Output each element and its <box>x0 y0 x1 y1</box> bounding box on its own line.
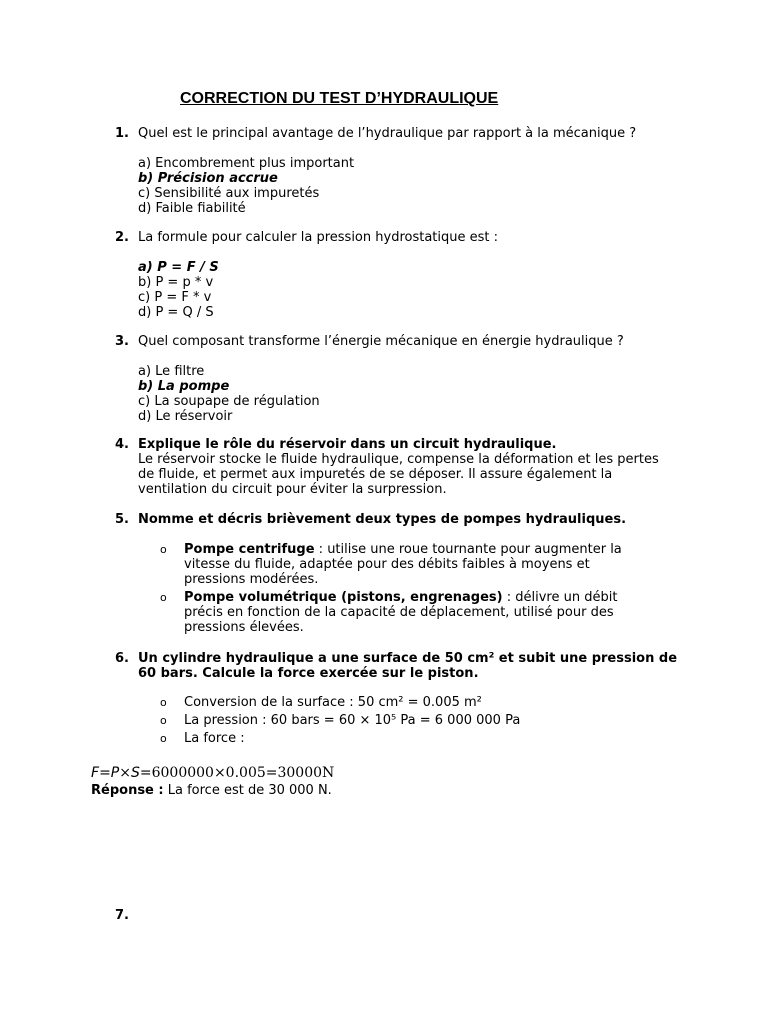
option-b: b) P = p * v <box>138 275 214 290</box>
list-item <box>160 713 678 728</box>
bullet-marker: o <box>160 696 167 709</box>
question-5 <box>115 512 675 638</box>
pump-type-term: Pompe centrifuge <box>184 542 315 557</box>
answer-value: La force est de 30 000 N. <box>163 783 332 798</box>
option-d: d) Le réservoir <box>138 409 233 424</box>
option-b-correct: b) La pompe <box>138 379 230 394</box>
list-item <box>160 590 655 635</box>
answer-bullet-list <box>160 542 655 635</box>
step-text: Conversion de la surface : 50 cm² = 0.005 m² <box>184 695 482 710</box>
question-number: 6. <box>115 651 129 666</box>
question-1 <box>115 126 675 216</box>
pump-type-description: : délivre un débit précis en fonction de la capacité de déplacement, utilisé pour des pressions élevées. <box>184 590 618 635</box>
question-number: 5. <box>115 512 129 527</box>
formula-variable-p: P <box>110 765 120 781</box>
question-number: 2. <box>115 230 129 245</box>
bullet-marker: o <box>160 591 167 604</box>
formula-variable-s: S <box>130 765 140 781</box>
bullet-marker: o <box>160 714 167 727</box>
option-a: a) Encombrement plus important <box>138 156 355 171</box>
question-2 <box>115 230 675 320</box>
question-number: 3. <box>115 334 129 349</box>
question-text: Nomme et décris brièvement deux types de pompes hydrauliques. <box>138 512 627 527</box>
answer-label: Réponse : <box>91 783 164 798</box>
options-list <box>138 156 675 216</box>
answer-text: Le réservoir stocke le fluide hydraulique, compense la déformation et les pertes de fluide, et permet aux impuretés de se déposer. Il assure également la ventilation du circuit pour éviter la surpression. <box>138 452 659 497</box>
option-b-correct: b) Précision accrue <box>138 171 278 186</box>
bullet-marker: o <box>160 732 167 745</box>
list-item <box>160 695 678 710</box>
option-d: d) P = Q / S <box>138 305 214 320</box>
step-text: La force : <box>184 731 245 746</box>
question-text: Quel composant transforme l’énergie mécanique en énergie hydraulique ? <box>138 334 624 349</box>
options-list <box>138 364 675 424</box>
list-item <box>160 542 655 587</box>
force-formula <box>91 765 334 782</box>
question-number: 1. <box>115 126 129 141</box>
calculation-steps <box>160 695 678 746</box>
page-title: CORRECTION DU TEST D’HYDRAULIQUE <box>180 90 499 107</box>
option-c: c) P = F * v <box>138 290 212 305</box>
option-d: d) Faible fiabilité <box>138 201 246 216</box>
bullet-marker: o <box>160 543 167 556</box>
option-a-correct: a) P = F / S <box>138 260 219 275</box>
question-text: La formule pour calculer la pression hydrostatique est : <box>138 230 499 245</box>
formula-result: =6000000×0.005=30000N <box>139 765 335 781</box>
option-a: a) Le filtre <box>138 364 205 379</box>
options-list <box>138 260 675 320</box>
question-6 <box>115 651 678 749</box>
step-text: La pression : 60 bars = 60 × 10⁵ Pa = 6 000 000 Pa <box>184 713 521 728</box>
formula-times: × <box>119 765 131 781</box>
option-c: c) La soupape de régulation <box>138 394 320 409</box>
question-text: Quel est le principal avantage de l’hydraulique par rapport à la mécanique ? <box>138 126 637 141</box>
question-text: Explique le rôle du réservoir dans un circuit hydraulique. <box>138 437 557 452</box>
formula-variable-f: F <box>91 765 100 781</box>
pump-type-term: Pompe volumétrique (pistons, engrenages) <box>184 590 503 605</box>
final-answer <box>91 783 332 798</box>
question-number: 7. <box>115 908 129 923</box>
question-3 <box>115 334 675 424</box>
formula-equals: = <box>99 765 111 781</box>
list-item <box>160 731 678 746</box>
option-c: c) Sensibilité aux impuretés <box>138 186 320 201</box>
question-number: 4. <box>115 437 129 452</box>
question-text: Un cylindre hydraulique a une surface de 50 cm² et subit une pression de 60 bars. Calcule la force exercée sur le piston. <box>138 651 678 681</box>
question-4 <box>115 437 660 497</box>
pump-type-description: : utilise une roue tournante pour augmenter la vitesse du fluide, adaptée pour des débits faibles à moyens et pressions modérées. <box>184 542 622 587</box>
